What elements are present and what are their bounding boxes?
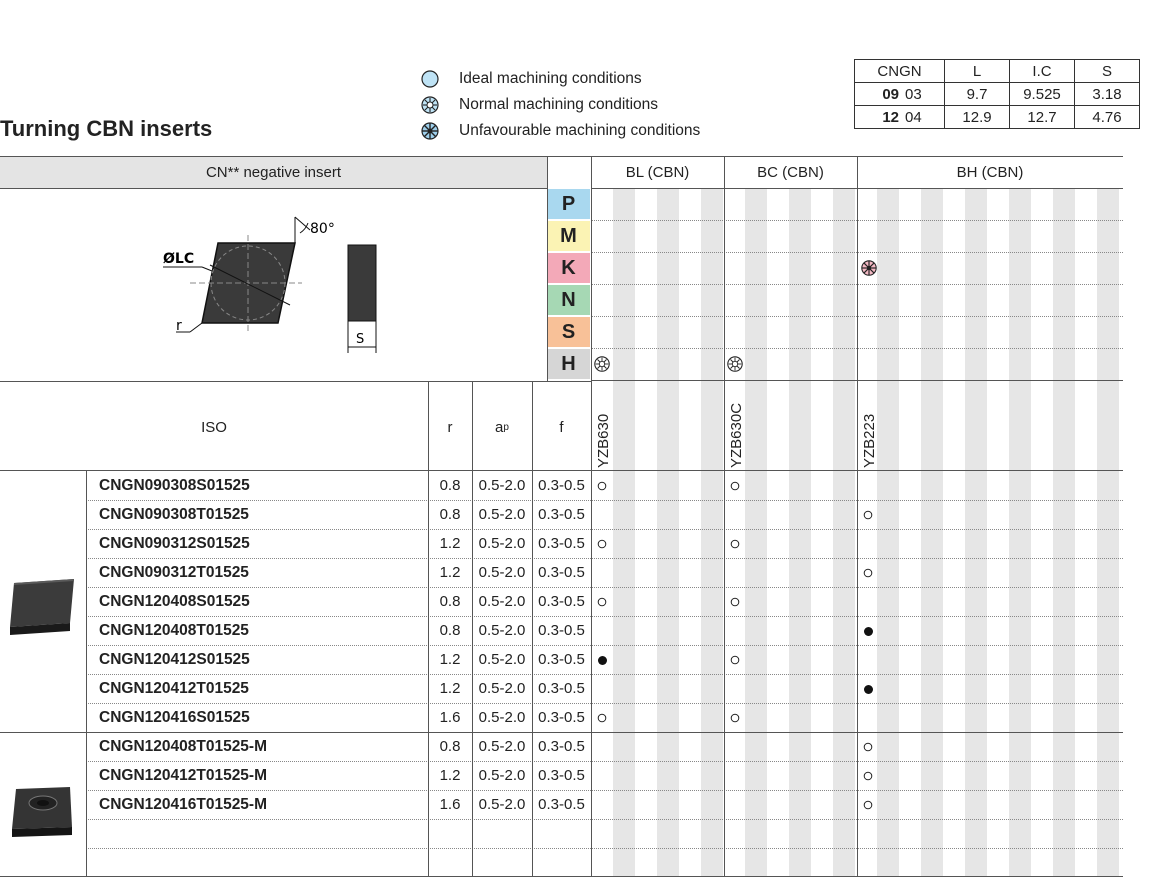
- open-circle-icon: [862, 567, 874, 579]
- r-header: r: [447, 418, 453, 436]
- column-rule: [532, 381, 533, 876]
- radius-value: 1.2: [439, 651, 461, 668]
- dims-header-row: [855, 60, 1140, 83]
- feed-value: 0.3-0.5: [538, 622, 585, 639]
- open-circle-icon: [729, 596, 741, 608]
- dims-header: S: [1075, 60, 1140, 83]
- f-header: f: [559, 418, 564, 436]
- row-divider: [86, 790, 1123, 791]
- open-circle-icon: [862, 509, 874, 521]
- column-stripe: [613, 189, 635, 876]
- dims-size-cell: 12 04: [855, 106, 945, 129]
- column-stripe: [921, 189, 943, 876]
- open-circle-icon: [862, 770, 874, 782]
- column-rule: [857, 156, 858, 876]
- dims-row: [855, 83, 1140, 106]
- iso-code: CNGN120412T01525: [99, 679, 249, 697]
- column-stripe: [965, 189, 987, 876]
- feed-value: 0.3-0.5: [538, 477, 585, 494]
- iso-code: CNGN120408T01525: [99, 621, 249, 639]
- angle-label: 80°: [310, 221, 335, 237]
- iso-code: CNGN120412S01525: [99, 650, 250, 668]
- open-circle-icon: [596, 480, 608, 492]
- column-rule: [428, 381, 429, 876]
- filled-circle-icon: [862, 625, 874, 637]
- iso-code: CNGN120412T01525-M: [99, 766, 268, 784]
- normal-flower-icon: [593, 355, 611, 373]
- material-p: P: [547, 189, 590, 219]
- open-circle-icon: [596, 712, 608, 724]
- insert-header: CN** negative insert: [205, 164, 342, 181]
- iso-code: CNGN090312T01525: [99, 563, 249, 581]
- ap-value: 0.5-2.0: [478, 506, 526, 523]
- legend-label: Normal machining conditions: [459, 96, 659, 113]
- legend-label: Ideal machining conditions: [459, 70, 642, 87]
- row-divider: [86, 819, 1123, 820]
- feed-value: 0.3-0.5: [538, 651, 585, 668]
- column-stripe: [1053, 189, 1075, 876]
- dims-header: L: [945, 60, 1010, 83]
- column-stripe: [789, 189, 811, 876]
- iso-header: ISO: [201, 418, 227, 436]
- row-divider: [86, 761, 1123, 762]
- column-rule: [86, 470, 87, 876]
- row-divider: [86, 558, 1123, 559]
- open-circle-icon: [862, 799, 874, 811]
- dimensions-table: [854, 59, 1140, 129]
- radius-value: 1.2: [439, 564, 461, 581]
- row-divider: [86, 500, 1123, 501]
- feed-value: 0.3-0.5: [538, 680, 585, 697]
- open-circle-icon: [596, 596, 608, 608]
- open-circle-icon: [596, 538, 608, 550]
- grade-label: YZB223: [861, 413, 878, 468]
- legend-label: Unfavourable machining conditions: [459, 122, 701, 139]
- group-header-bl: BL (CBN): [625, 164, 690, 181]
- ap-value: 0.5-2.0: [478, 535, 526, 552]
- iso-code: CNGN120408S01525: [99, 592, 250, 610]
- column-stripe: [701, 189, 723, 876]
- ap-value: 0.5-2.0: [478, 593, 526, 610]
- group-header-bc: BC (CBN): [757, 164, 824, 181]
- iso-code: CNGN090308S01525: [99, 476, 250, 494]
- column-stripe: [877, 189, 899, 876]
- radius-value: 1.2: [439, 535, 461, 552]
- table-rule: [0, 156, 1123, 157]
- row-divider: [86, 848, 1123, 849]
- page-title: Turning CBN inserts: [0, 116, 213, 141]
- column-stripe: [657, 189, 679, 876]
- feed-value: 0.3-0.5: [538, 506, 585, 523]
- row-divider: [86, 616, 1123, 617]
- ap-value: 0.5-2.0: [478, 651, 526, 668]
- insert-photo-hole: [8, 783, 76, 839]
- radius-value: 0.8: [439, 477, 461, 494]
- dims-cell: 3.18: [1075, 83, 1140, 106]
- grade-label: YZB630C: [728, 402, 745, 468]
- radius-value: 0.8: [439, 593, 461, 610]
- dims-cell: 12.9: [945, 106, 1010, 129]
- dims-header: I.C: [1010, 60, 1075, 83]
- dims-cell: 9.525: [1010, 83, 1075, 106]
- dims-cell: 4.76: [1075, 106, 1140, 129]
- ap-value: 0.5-2.0: [478, 680, 526, 697]
- ap-value: 0.5-2.0: [478, 622, 526, 639]
- feed-value: 0.3-0.5: [538, 564, 585, 581]
- column-stripe: [833, 189, 855, 876]
- table-rule: [0, 188, 547, 189]
- unfavourable-flower-icon: [860, 259, 878, 277]
- column-rule: [547, 156, 548, 381]
- row-divider: [86, 529, 1123, 530]
- radius-value: 1.6: [439, 796, 461, 813]
- table-rule: [0, 470, 1123, 471]
- radius-value: 0.8: [439, 738, 461, 755]
- dims-header: CNGN: [855, 60, 945, 83]
- row-divider: [86, 645, 1123, 646]
- unfavourable-flower-icon: [420, 121, 440, 141]
- lc-label: ØLC: [163, 251, 195, 267]
- radius-value: 1.2: [439, 767, 461, 784]
- column-rule: [724, 156, 725, 876]
- feed-value: 0.3-0.5: [538, 535, 585, 552]
- normal-flower-icon: [726, 355, 744, 373]
- iso-code: CNGN090308T01525: [99, 505, 249, 523]
- legend-item-unfavourable: [420, 118, 700, 144]
- r-label: r: [176, 318, 182, 334]
- feed-value: 0.3-0.5: [538, 593, 585, 610]
- ap-value: 0.5-2.0: [478, 738, 526, 755]
- column-stripe: [745, 189, 767, 876]
- ap-header: a p: [495, 418, 509, 436]
- insert-drawing: [150, 205, 390, 365]
- group-header-bh: BH (CBN): [956, 164, 1024, 181]
- dims-size-cell: 09 03: [855, 83, 945, 106]
- material-h: H: [547, 349, 590, 379]
- feed-value: 0.3-0.5: [538, 709, 585, 726]
- radius-value: 1.6: [439, 709, 461, 726]
- row-divider: [86, 703, 1123, 704]
- ap-value: 0.5-2.0: [478, 477, 526, 494]
- iso-code: CNGN120408T01525-M: [99, 737, 268, 755]
- feed-value: 0.3-0.5: [538, 796, 585, 813]
- ideal-circle-icon: [420, 69, 440, 89]
- open-circle-icon: [729, 654, 741, 666]
- ap-value: 0.5-2.0: [478, 709, 526, 726]
- row-divider: [86, 587, 1123, 588]
- material-n: N: [547, 285, 590, 315]
- material-k: K: [547, 253, 590, 283]
- table-rule: [0, 381, 591, 382]
- ap-value: 0.5-2.0: [478, 767, 526, 784]
- table-rule: [0, 876, 1123, 877]
- material-m: M: [547, 221, 590, 251]
- column-rule: [591, 156, 592, 876]
- iso-code: CNGN120416T01525-M: [99, 795, 268, 813]
- column-stripe: [1097, 189, 1119, 876]
- radius-value: 1.2: [439, 680, 461, 697]
- radius-value: 0.8: [439, 506, 461, 523]
- s-label: S: [356, 332, 365, 347]
- row-divider: [86, 674, 1123, 675]
- ap-value: 0.5-2.0: [478, 796, 526, 813]
- open-circle-icon: [729, 480, 741, 492]
- ap-value: 0.5-2.0: [478, 564, 526, 581]
- column-stripe: [1009, 189, 1031, 876]
- grade-label: YZB630: [595, 413, 612, 468]
- feed-value: 0.3-0.5: [538, 738, 585, 755]
- dims-cell: 12.7: [1010, 106, 1075, 129]
- column-rule: [472, 381, 473, 876]
- iso-code: CNGN120416S01525: [99, 708, 250, 726]
- iso-code: CNGN090312S01525: [99, 534, 250, 552]
- open-circle-icon: [729, 538, 741, 550]
- open-circle-icon: [729, 712, 741, 724]
- dims-cell: 9.7: [945, 83, 1010, 106]
- filled-circle-icon: [862, 683, 874, 695]
- table-rule: [0, 732, 1123, 733]
- filled-circle-icon: [596, 654, 608, 666]
- open-circle-icon: [862, 741, 874, 753]
- legend-item-normal: [420, 92, 700, 118]
- legend-item-ideal: [420, 66, 700, 92]
- material-s: S: [547, 317, 590, 347]
- normal-flower-icon: [420, 95, 440, 115]
- radius-value: 0.8: [439, 622, 461, 639]
- feed-value: 0.3-0.5: [538, 767, 585, 784]
- insert-photo-flat: [8, 575, 76, 637]
- legend: [420, 66, 700, 144]
- dims-row: [855, 106, 1140, 129]
